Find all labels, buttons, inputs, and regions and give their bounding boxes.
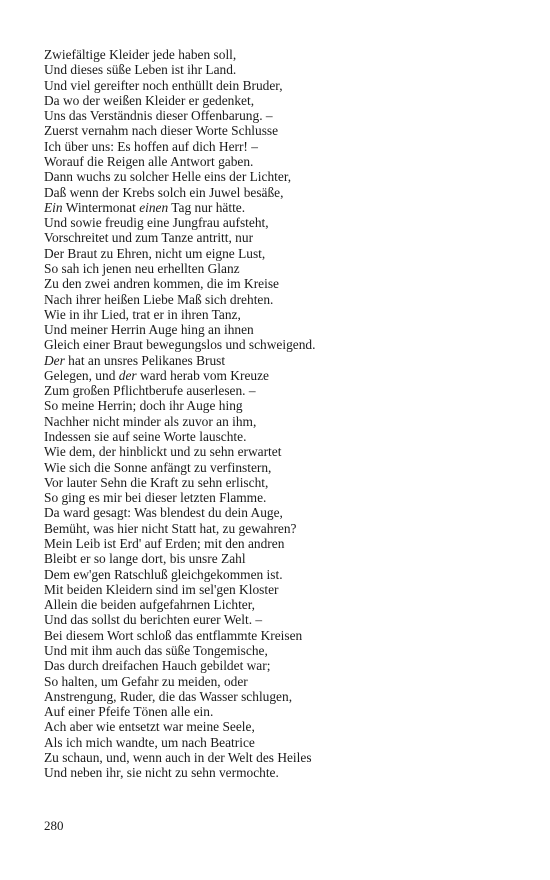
verse-line: Ach aber wie entsetzt war meine Seele, (44, 719, 255, 735)
verse-line: Nachher nicht minder als zuvor an ihm, (44, 413, 257, 429)
verse-line: Daß wenn der Krebs solch ein Juwel besäße, (44, 184, 284, 200)
verse-line: Und das sollst du berichten eurer Welt. – (44, 612, 263, 628)
verse-segment: Gelegen, und (44, 367, 119, 383)
verse-segment: Tag nur hätte. (168, 199, 246, 215)
verse-line: Zum großen Pflichtberufe auserlesen. – (44, 383, 256, 399)
verse-line: Und dieses süße Leben ist ihr Land. (44, 62, 237, 78)
verse-line: Anstrengung, Ruder, die das Wasser schlugen, (44, 688, 293, 704)
verse-line: Uns das Verständnis dieser Offenbarung. – (44, 108, 273, 124)
verse-line: Gleich einer Braut bewegungslos und schweigend. (44, 337, 316, 353)
poem-text (44, 47, 514, 781)
verse-line: Bei diesem Wort schloß das entflammte Kreisen (44, 627, 303, 643)
verse-line: Mein Leib ist Erd' auf Erden; mit den andren (44, 536, 285, 551)
verse-line: Als ich mich wandte, um nach Beatrice (44, 734, 255, 750)
verse-line: Zu den zwei andren kommen, die im Kreise (44, 276, 280, 292)
verse-emphasis: Ein (44, 199, 63, 215)
verse-line: Bemüht, was hier nicht Statt hat, zu gewahren? (44, 520, 297, 536)
verse-line: Auf einer Pfeife Tönen alle ein. (44, 704, 214, 720)
verse-line: So halten, um Gefahr zu meiden, oder (44, 673, 248, 689)
verse-line (44, 368, 514, 383)
verse-line (44, 353, 514, 368)
verse-line: Und sowie freudig eine Jungfrau aufsteht, (44, 215, 269, 231)
verse-segment: hat an unsres Pelikanes Brust (64, 352, 226, 368)
verse-line: Dann wuchs zu solcher Helle eins der Lichter, (44, 169, 292, 185)
verse-line: Zu schaun, und, wenn auch in der Welt des Heiles (44, 749, 312, 765)
verse-line: Und neben ihr, sie nicht zu sehn vermochte. (44, 765, 279, 781)
verse-line: Bleibt er so lange dort, bis unsre Zahl (44, 551, 246, 567)
verse-line: Da wo der weißen Kleider er gedenket, (44, 92, 255, 108)
verse-segment: ward herab vom Kreuze (136, 367, 269, 383)
verse-line: So meine Herrin; doch ihr Auge hing (44, 398, 243, 414)
verse-line: So sah ich jenen neu erhellten Glanz (44, 260, 240, 276)
verse-line: Und mit ihm auch das süße Tongemische, (44, 642, 268, 658)
verse-line: Und meiner Herrin Auge hing an ihnen (44, 322, 254, 338)
verse-line: Vorschreitet und zum Tanze antritt, nur (44, 230, 254, 246)
verse-line: Das durch dreifachen Hauch gebildet war; (44, 658, 271, 674)
verse-line: Und viel gereifter noch enthüllt dein Bruder, (44, 77, 283, 93)
verse-line: Indessen sie auf seine Worte lauschte. (44, 429, 247, 445)
verse-line: Da ward gesagt: Was blendest du dein Auge, (44, 505, 283, 521)
verse-line: Wie dem, der hinblickt und zu sehn erwartet (44, 444, 282, 460)
verse-line: Vor lauter Sehn die Kraft zu sehn erlischt, (44, 474, 269, 490)
verse-line: Mit beiden Kleidern sind im sel'gen Kloster (44, 581, 279, 597)
verse-line: Dem ew'gen Ratschluß gleichgekommen ist. (44, 566, 283, 582)
verse-line: Wie sich die Sonne anfängt zu verfinstern, (44, 459, 272, 475)
verse-emphasis: der (118, 367, 137, 383)
verse-line (44, 200, 514, 215)
verse-segment: Wintermonat (62, 199, 140, 215)
verse-line: Wie in ihr Lied, trat er in ihren Tanz, (44, 306, 241, 322)
verse-line: Nach ihrer heißen Liebe Maß sich drehten. (44, 291, 274, 307)
verse-line: Allein die beiden aufgefahrnen Lichter, (44, 597, 256, 613)
verse-line: Worauf die Reigen alle Antwort gaben. (44, 153, 254, 169)
verse-line: So ging es mir bei dieser letzten Flamme. (44, 490, 267, 506)
verse-emphasis: einen (139, 199, 169, 215)
verse-line: Ich über uns: Es hoffen auf dich Herr! – (44, 138, 258, 154)
verse-emphasis: Der (44, 352, 65, 368)
verse-line: Zuerst vernahm nach dieser Worte Schlusse (44, 123, 279, 139)
verse-line: Zwiefältige Kleider jede haben soll, (44, 47, 237, 62)
page-number: 280 (44, 818, 64, 833)
verse-line: Der Braut zu Ehren, nicht um eigne Lust, (44, 245, 266, 261)
